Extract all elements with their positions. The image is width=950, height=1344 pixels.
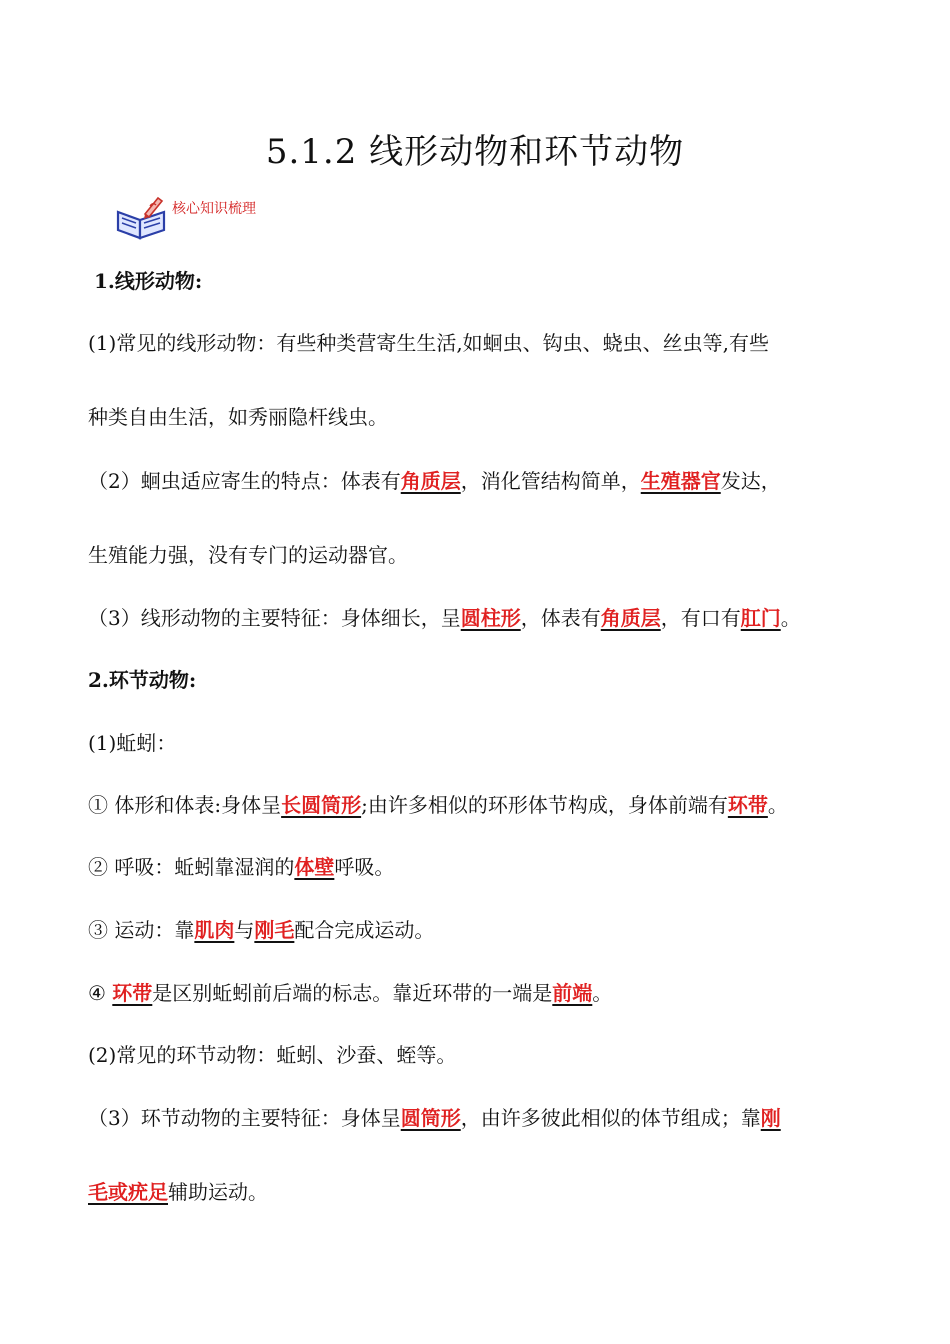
text-run: ② 呼吸：蚯蚓靠湿润的 xyxy=(88,855,295,879)
paragraph-line xyxy=(88,1177,268,1207)
text-run: 配合完成运动。 xyxy=(294,918,435,942)
list-item xyxy=(88,915,434,945)
keyword-cuticle: 角质层 xyxy=(400,469,461,493)
page-title: 5.1.2 线形动物和环节动物 xyxy=(265,132,685,172)
keyword-clitellum: 环带 xyxy=(727,793,768,817)
text-run: ，消化管结构简单， xyxy=(460,469,641,493)
keyword-cuticle: 角质层 xyxy=(600,606,661,630)
paragraph-line: 生殖能力强，没有专门的运动器官。 xyxy=(88,543,408,567)
text-run: ③ 运动：靠 xyxy=(88,918,195,942)
open-book-pen-icon xyxy=(114,192,170,242)
paragraph-line: (1)常见的线形动物：有些种类营寄生生活,如蛔虫、钩虫、蛲虫、丝虫等,有些 xyxy=(88,331,770,355)
text-run: ，有口有 xyxy=(660,606,741,630)
list-item xyxy=(88,852,394,882)
badge-label: 核心知识梳理 xyxy=(172,201,256,217)
text-run: 发达， xyxy=(720,469,781,493)
text-run: （2）蛔虫适应寄生的特点：体表有 xyxy=(88,469,401,493)
text-run: 。 xyxy=(780,606,801,630)
keyword-cylinder: 圆筒形 xyxy=(400,1106,461,1130)
paragraph-line xyxy=(88,603,801,633)
section-heading-annelids: 2.环节动物: xyxy=(88,668,197,692)
text-run: 呼吸。 xyxy=(334,855,395,879)
keyword-body-wall: 体壁 xyxy=(294,855,335,879)
text-run: 辅助运动。 xyxy=(168,1180,268,1204)
paragraph-line xyxy=(88,466,781,496)
paragraph-line: (1)蚯蚓： xyxy=(88,731,177,755)
keyword-reproductive-organs: 生殖器官 xyxy=(640,469,721,493)
section-heading-nematodes: 1.线形动物: xyxy=(94,269,203,293)
text-run: （3）线形动物的主要特征：身体细长，呈 xyxy=(88,606,461,630)
list-item xyxy=(88,790,788,820)
text-run: ，体表有 xyxy=(520,606,601,630)
keyword-setae: 刚毛 xyxy=(254,918,295,942)
keyword-clitellum: 环带 xyxy=(112,981,153,1005)
text-run: （3）环节动物的主要特征：身体呈 xyxy=(88,1106,401,1130)
text-run: ;由许多相似的环形体节构成，身体前端有 xyxy=(361,793,728,817)
text-run: 。 xyxy=(767,793,788,817)
text-run: ④ xyxy=(88,981,113,1005)
text-run: ，由许多彼此相似的体节组成；靠 xyxy=(460,1106,761,1130)
paragraph-line: (2)常见的环节动物：蚯蚓、沙蚕、蛭等。 xyxy=(88,1043,457,1067)
keyword-muscle: 肌肉 xyxy=(194,918,235,942)
keyword-long-cylinder: 长圆筒形 xyxy=(281,793,362,817)
list-item xyxy=(88,978,612,1008)
text-run: ① 体形和体表:身体呈 xyxy=(88,793,282,817)
paragraph-line xyxy=(88,1103,781,1133)
keyword-setae-parapodia: 毛或疣足 xyxy=(88,1180,168,1204)
keyword-cylindrical: 圆柱形 xyxy=(460,606,521,630)
keyword-anterior-end: 前端 xyxy=(552,981,593,1005)
text-run: 是区别蚯蚓前后端的标志。靠近环带的一端是 xyxy=(152,981,553,1005)
keyword-anus: 肛门 xyxy=(740,606,781,630)
keyword-setae-start: 刚 xyxy=(760,1106,781,1130)
text-run: 。 xyxy=(592,981,613,1005)
text-run: 与 xyxy=(234,918,255,942)
paragraph-line: 种类自由生活，如秀丽隐杆线虫。 xyxy=(88,405,388,429)
section-badge xyxy=(114,192,256,242)
